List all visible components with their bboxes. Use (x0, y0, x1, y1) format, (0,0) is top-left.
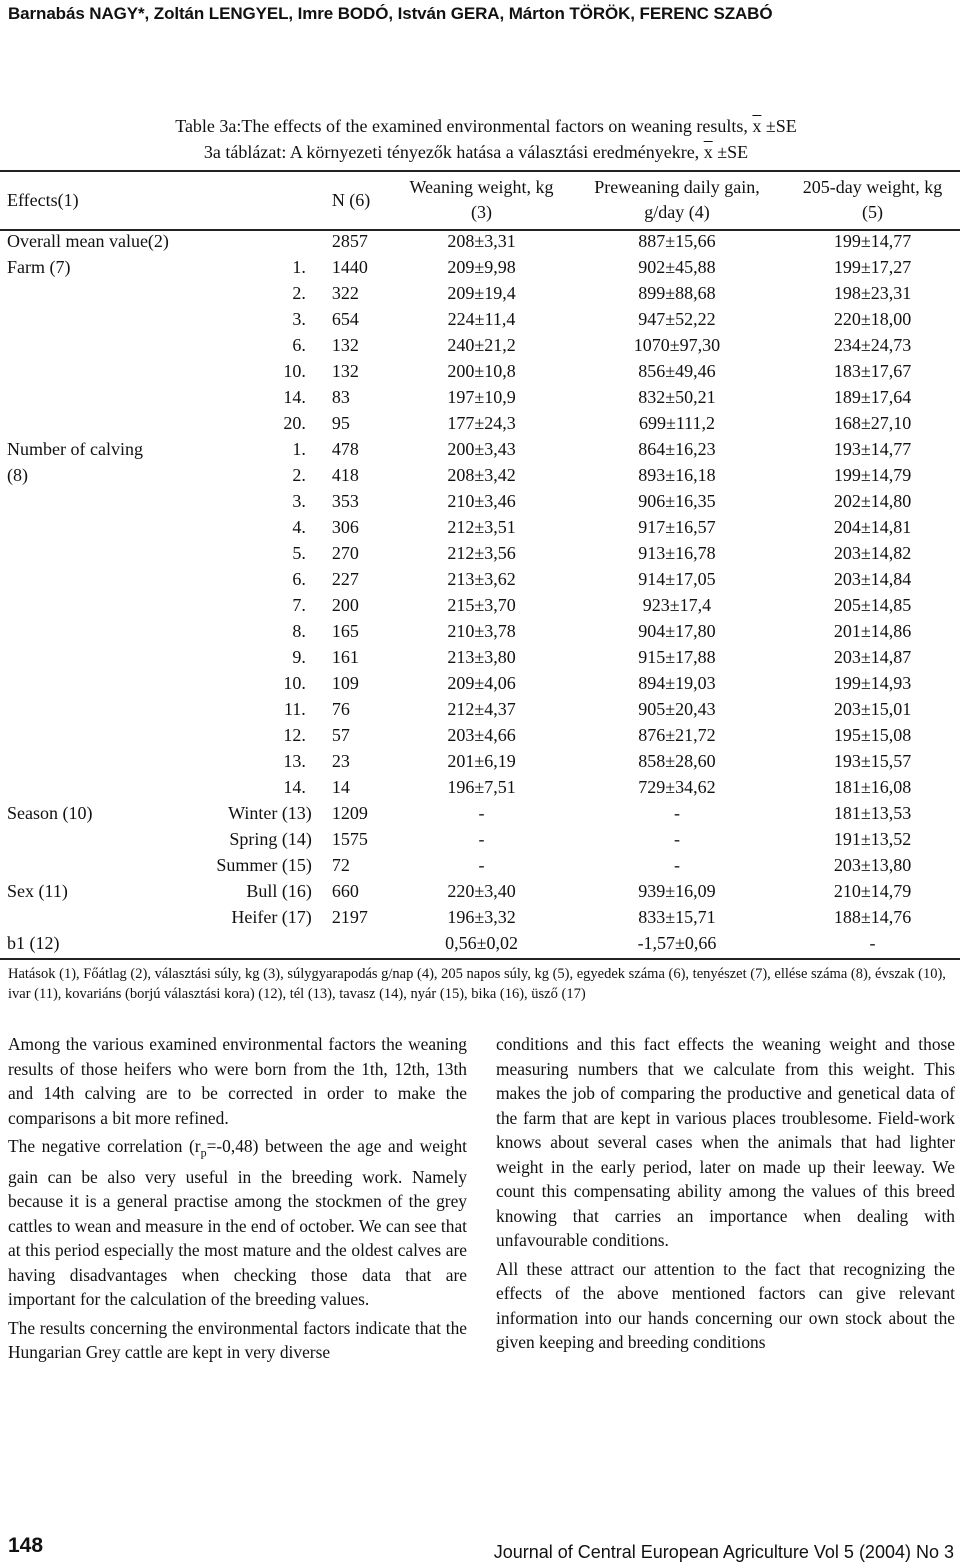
header-effects: Effects(1) (7, 189, 79, 210)
subscript: p (200, 1145, 207, 1160)
cell-effect (0, 696, 182, 722)
cell-n: 660 (331, 881, 359, 901)
paragraph: All these attract our attention to the fact that recognizing the effects of the above mentioned factors can give relevant information into our hands concerning our own stock about the given keeping and breeding conditions (496, 1258, 955, 1352)
cell-level: 2. (292, 465, 306, 485)
cell-level (182, 930, 314, 956)
cell-weaning-weight: 212±3,51 (447, 517, 516, 537)
table-bottom-rule (0, 958, 960, 960)
cell-effect: Season (10) (7, 803, 93, 823)
cell-weaning-weight: - (478, 803, 485, 823)
cell-effect (0, 826, 182, 852)
cell-205day-weight: 181±16,08 (833, 777, 912, 797)
cell-level: 12. (283, 725, 306, 745)
cell-weaning-weight: 209±9,98 (447, 257, 516, 277)
cell-level: Summer (15) (216, 855, 312, 875)
body-column-left (8, 1032, 467, 1369)
table-header-row (0, 172, 960, 228)
cell-effect (0, 384, 182, 410)
cell-effect (0, 670, 182, 696)
cell-205day-weight: 201±14,86 (833, 621, 912, 641)
table-row (0, 644, 960, 670)
cell-preweaning-gain: 887±15,66 (638, 231, 716, 251)
cell-effect: (8) (7, 465, 28, 485)
cell-preweaning-gain: 876±21,72 (638, 725, 716, 745)
cell-205day-weight: 198±23,31 (833, 283, 912, 303)
table-row (0, 280, 960, 306)
cell-205day-weight: 181±13,53 (833, 803, 912, 823)
cell-205day-weight: 189±17,64 (833, 387, 912, 407)
cell-n: 322 (331, 283, 359, 303)
cell-205day-weight: 203±14,84 (833, 569, 912, 589)
table-row (0, 540, 960, 566)
cell-effect (0, 358, 182, 384)
table-caption-english (6, 116, 960, 137)
cell-205day-weight: 191±13,52 (833, 829, 912, 849)
cell-n: 2197 (331, 907, 368, 927)
cell-preweaning-gain: 923±17,4 (642, 595, 712, 615)
cell-preweaning-gain: 832±50,21 (638, 387, 716, 407)
cell-preweaning-gain: - (674, 803, 680, 823)
table-row (0, 696, 960, 722)
table-row (0, 774, 960, 800)
header-205day-line1: 205-day weight, kg (802, 177, 943, 197)
caption-suffix: ±SE (712, 142, 749, 162)
cell-205day-weight: 234±24,73 (833, 335, 912, 355)
cell-205day-weight: 188±14,76 (833, 907, 912, 927)
paragraph: The results concerning the environmental factors indicate that the Hungarian Grey cattle are kept in very diverse (8, 1317, 467, 1363)
cell-205day-weight: 199±14,93 (833, 673, 912, 693)
cell-level: 8. (292, 621, 306, 641)
table-row (0, 722, 960, 748)
cell-effect (0, 644, 182, 670)
table-row (0, 228, 960, 254)
cell-n: 95 (331, 413, 350, 433)
cell-weaning-weight: 210±3,78 (447, 621, 516, 641)
table-row (0, 514, 960, 540)
cell-205day-weight: 199±14,77 (833, 231, 912, 251)
cell-effect (0, 618, 182, 644)
cell-n: 83 (331, 387, 350, 407)
cell-205day-weight: 220±18,00 (833, 309, 912, 329)
cell-level: 1. (292, 439, 306, 459)
cell-weaning-weight: 209±4,06 (447, 673, 516, 693)
header-preweaning-line2: g/day (4) (644, 202, 710, 222)
cell-n: 161 (331, 647, 359, 667)
table-row (0, 488, 960, 514)
cell-preweaning-gain: 833±15,71 (638, 907, 716, 927)
cell-n: 1209 (331, 803, 368, 823)
cell-level: 10. (283, 673, 306, 693)
cell-preweaning-gain: 917±16,57 (638, 517, 716, 537)
table-row (0, 566, 960, 592)
cell-preweaning-gain: 729±34,62 (638, 777, 716, 797)
cell-effect: Farm (7) (7, 257, 71, 277)
cell-preweaning-gain: 902±45,88 (638, 257, 716, 277)
cell-preweaning-gain: 1070±97,30 (633, 335, 721, 355)
header-weaning-line2: (3) (471, 202, 493, 222)
paragraph: Among the various examined environmental factors the weaning results of those heifers who were born from the 1th, 12th, 13th and 14th calving are to be corrected in order to make the comparisons a bit more refined. (8, 1034, 467, 1128)
cell-preweaning-gain: 858±28,60 (638, 751, 716, 771)
cell-preweaning-gain: -1,57±0,66 (637, 933, 717, 953)
running-header-authors: Barnabás NAGY*, Zoltán LENGYEL, Imre BODÓ, István GERA, Márton TÖRÖK, FERENC SZABÓ (8, 4, 773, 23)
cell-effect (0, 410, 182, 436)
cell-n: 72 (331, 855, 350, 875)
cell-weaning-weight: 197±10,9 (447, 387, 516, 407)
cell-205day-weight: 193±14,77 (833, 439, 912, 459)
cell-effect (0, 748, 182, 774)
cell-level: 3. (292, 491, 306, 511)
cell-weaning-weight: 200±10,8 (447, 361, 516, 381)
cell-n: 14 (331, 777, 350, 797)
cell-preweaning-gain: 894±19,03 (638, 673, 716, 693)
cell-effect (0, 514, 182, 540)
results-table (0, 172, 960, 956)
cell-preweaning-gain: 699±111,2 (638, 413, 716, 433)
cell-n: 57 (331, 725, 350, 745)
cell-weaning-weight: 0,56±0,02 (445, 933, 518, 953)
cell-205day-weight: 205±14,85 (833, 595, 912, 615)
cell-level: Bull (16) (246, 881, 312, 901)
table-row (0, 306, 960, 332)
cell-205day-weight: 199±14,79 (833, 465, 912, 485)
cell-n: 132 (331, 335, 359, 355)
cell-weaning-weight: - (478, 855, 485, 875)
cell-weaning-weight: - (478, 829, 485, 849)
cell-n: 200 (331, 595, 359, 615)
cell-level: 7. (292, 595, 306, 615)
cell-effect (0, 592, 182, 618)
cell-weaning-weight: 196±3,32 (447, 907, 516, 927)
caption-text: 3a táblázat: A környezeti tényezők hatása a választási eredményekre, (203, 142, 704, 162)
table-row (0, 800, 960, 826)
cell-weaning-weight: 209±19,4 (447, 283, 516, 303)
cell-n: 132 (331, 361, 359, 381)
cell-effect: Number of calving (7, 439, 143, 459)
paragraph-text: The negative correlation (r (8, 1136, 201, 1156)
cell-preweaning-gain: 904±17,80 (638, 621, 716, 641)
paragraph-text: =-0,48) between the age and weight gain can be also very useful in the breeding work. Namely because it is a general practise among the stockmen of the grey cattles to wean and measure in the end of october. We can see that at this period especially the most mature and the oldest calves are having disadvantages when checking those data that are important for the calculation of the breeding values. (8, 1136, 467, 1310)
cell-preweaning-gain: 947±52,22 (638, 309, 716, 329)
cell-level: 5. (292, 543, 306, 563)
cell-weaning-weight: 208±3,42 (447, 465, 516, 485)
cell-n (314, 930, 394, 956)
cell-weaning-weight: 240±21,2 (447, 335, 516, 355)
cell-weaning-weight: 212±4,37 (447, 699, 516, 719)
table-footnote: Hatások (1), Főátlag (2), választási súly, kg (3), súlygyarapodás g/nap (4), 205 napos súly, kg (5), egyedek száma (6), tenyészet (7), ellése száma (8), évszak (10), ivar (11), kovariáns (borjú választási kora) (12), tél (13), tavasz (14), nyár (15), bika (16), üsző (17) (8, 966, 946, 1002)
cell-effect (0, 306, 182, 332)
paragraph (8, 1134, 467, 1312)
cell-level: 2. (292, 283, 306, 303)
table-row (0, 332, 960, 358)
table-row (0, 358, 960, 384)
header-weaning-line1: Weaning weight, kg (409, 177, 554, 197)
cell-n: 353 (331, 491, 359, 511)
cell-level: 20. (283, 413, 306, 433)
cell-n: 1440 (331, 257, 368, 277)
table-row (0, 618, 960, 644)
mean-symbol: $\overline{x}$ (703, 142, 713, 162)
cell-weaning-weight: 203±4,66 (447, 725, 516, 745)
cell-weaning-weight: 220±3,40 (447, 881, 516, 901)
paragraph: conditions and this fact effects the weaning weight and those measuring numbers that we calculate from this weight. This makes the job of comparing the productive and genetical data of the farm that are kept in various places troublesome. Field-work knows about several cases when the animals that had lighter weight in the early period, later on made up their leeway. We count this compensating ability among the values of this breed knowing that carries an importance when dealing with unfavourable conditions. (496, 1034, 955, 1250)
cell-n: 654 (331, 309, 359, 329)
cell-effect (0, 332, 182, 358)
cell-level: 11. (283, 699, 306, 719)
cell-effect (0, 904, 182, 930)
cell-preweaning-gain: 856±49,46 (638, 361, 716, 381)
cell-205day-weight: 202±14,80 (833, 491, 912, 511)
cell-level: 13. (283, 751, 306, 771)
cell-preweaning-gain: 906±16,35 (638, 491, 716, 511)
cell-level: 1. (292, 257, 306, 277)
cell-n: 306 (331, 517, 359, 537)
table-row (0, 930, 960, 956)
cell-n: 109 (331, 673, 359, 693)
cell-n: 76 (331, 699, 350, 719)
cell-n: 418 (331, 465, 359, 485)
cell-preweaning-gain: - (674, 829, 680, 849)
cell-n: 270 (331, 543, 359, 563)
cell-205day-weight: 203±15,01 (833, 699, 912, 719)
cell-level: 10. (283, 361, 306, 381)
page-number: 148 (8, 1534, 44, 1557)
table-row (0, 904, 960, 930)
table-row (0, 826, 960, 852)
cell-205day-weight: 168±27,10 (833, 413, 912, 433)
cell-effect (0, 852, 182, 878)
cell-weaning-weight: 215±3,70 (447, 595, 516, 615)
cell-preweaning-gain: 914±17,05 (638, 569, 716, 589)
cell-effect (0, 722, 182, 748)
cell-preweaning-gain: - (674, 855, 680, 875)
cell-weaning-weight: 201±6,19 (447, 751, 516, 771)
cell-weaning-weight: 213±3,62 (447, 569, 516, 589)
cell-effect (0, 540, 182, 566)
cell-n: 1575 (331, 829, 368, 849)
cell-preweaning-gain: 899±88,68 (638, 283, 716, 303)
header-level (182, 172, 314, 228)
cell-205day-weight: 204±14,81 (833, 517, 912, 537)
cell-preweaning-gain: 893±16,18 (638, 465, 716, 485)
cell-205day-weight: 210±14,79 (833, 881, 912, 901)
cell-level: 9. (292, 647, 306, 667)
caption-text: Table 3a:The effects of the examined environmental factors on weaning results, (175, 116, 753, 136)
cell-weaning-weight: 200±3,43 (447, 439, 516, 459)
cell-effect (0, 566, 182, 592)
cell-effect (0, 774, 182, 800)
cell-205day-weight: - (869, 933, 876, 953)
cell-weaning-weight: 177±24,3 (447, 413, 516, 433)
cell-weaning-weight: 210±3,46 (447, 491, 516, 511)
caption-suffix: ±SE (761, 116, 797, 136)
table-row (0, 436, 960, 462)
cell-n: 23 (331, 751, 350, 771)
table-body (0, 228, 960, 956)
cell-weaning-weight: 213±3,80 (447, 647, 516, 667)
cell-205day-weight: 203±13,80 (833, 855, 912, 875)
mean-symbol: $\overline{x}$ (752, 116, 762, 136)
cell-preweaning-gain: 939±16,09 (638, 881, 716, 901)
cell-level: 4. (292, 517, 306, 537)
cell-level: Spring (14) (229, 829, 312, 849)
cell-effect: Overall mean value(2) (7, 231, 169, 251)
cell-level: Winter (13) (228, 803, 312, 823)
cell-205day-weight: 203±14,82 (833, 543, 912, 563)
header-preweaning-gain (569, 172, 785, 228)
table-row (0, 852, 960, 878)
cell-205day-weight: 203±14,87 (833, 647, 912, 667)
cell-n: 227 (331, 569, 359, 589)
cell-preweaning-gain: 913±16,78 (638, 543, 716, 563)
table-caption-hungarian (0, 142, 956, 163)
cell-205day-weight: 195±15,08 (833, 725, 912, 745)
cell-n: 2857 (331, 231, 368, 251)
cell-weaning-weight: 196±7,51 (447, 777, 516, 797)
cell-205day-weight: 193±15,57 (833, 751, 912, 771)
cell-level: 14. (283, 777, 306, 797)
body-column-right (496, 1032, 955, 1359)
cell-level: Heifer (17) (231, 907, 312, 927)
cell-level: 6. (292, 335, 306, 355)
table-row (0, 592, 960, 618)
cell-preweaning-gain: 905±20,43 (638, 699, 716, 719)
table-row (0, 748, 960, 774)
cell-weaning-weight: 224±11,4 (447, 309, 516, 329)
cell-level (182, 228, 314, 254)
cell-weaning-weight: 208±3,31 (447, 231, 516, 251)
cell-weaning-weight: 212±3,56 (447, 543, 516, 563)
journal-footer: Journal of Central European Agriculture Vol 5 (2004) No 3 (493, 1542, 954, 1562)
table-row (0, 462, 960, 488)
table-row (0, 878, 960, 904)
header-n: N (6) (331, 189, 371, 210)
header-preweaning-line1: Preweaning daily gain, (594, 177, 760, 197)
header-weaning-weight (394, 172, 569, 228)
cell-205day-weight: 199±17,27 (833, 257, 912, 277)
cell-205day-weight: 183±17,67 (833, 361, 912, 381)
cell-n: 478 (331, 439, 359, 459)
cell-preweaning-gain: 915±17,88 (638, 647, 716, 667)
table-row (0, 384, 960, 410)
cell-effect (0, 280, 182, 306)
cell-level: 6. (292, 569, 306, 589)
cell-effect (0, 488, 182, 514)
header-205day-line2: (5) (862, 202, 884, 222)
cell-n: 165 (331, 621, 359, 641)
cell-effect: Sex (11) (7, 881, 68, 901)
cell-effect: b1 (12) (7, 933, 60, 953)
table-row (0, 670, 960, 696)
cell-level: 3. (292, 309, 306, 329)
header-205day-weight (785, 172, 960, 228)
table-row (0, 410, 960, 436)
cell-level: 14. (283, 387, 306, 407)
cell-preweaning-gain: 864±16,23 (638, 439, 716, 459)
table-row (0, 254, 960, 280)
